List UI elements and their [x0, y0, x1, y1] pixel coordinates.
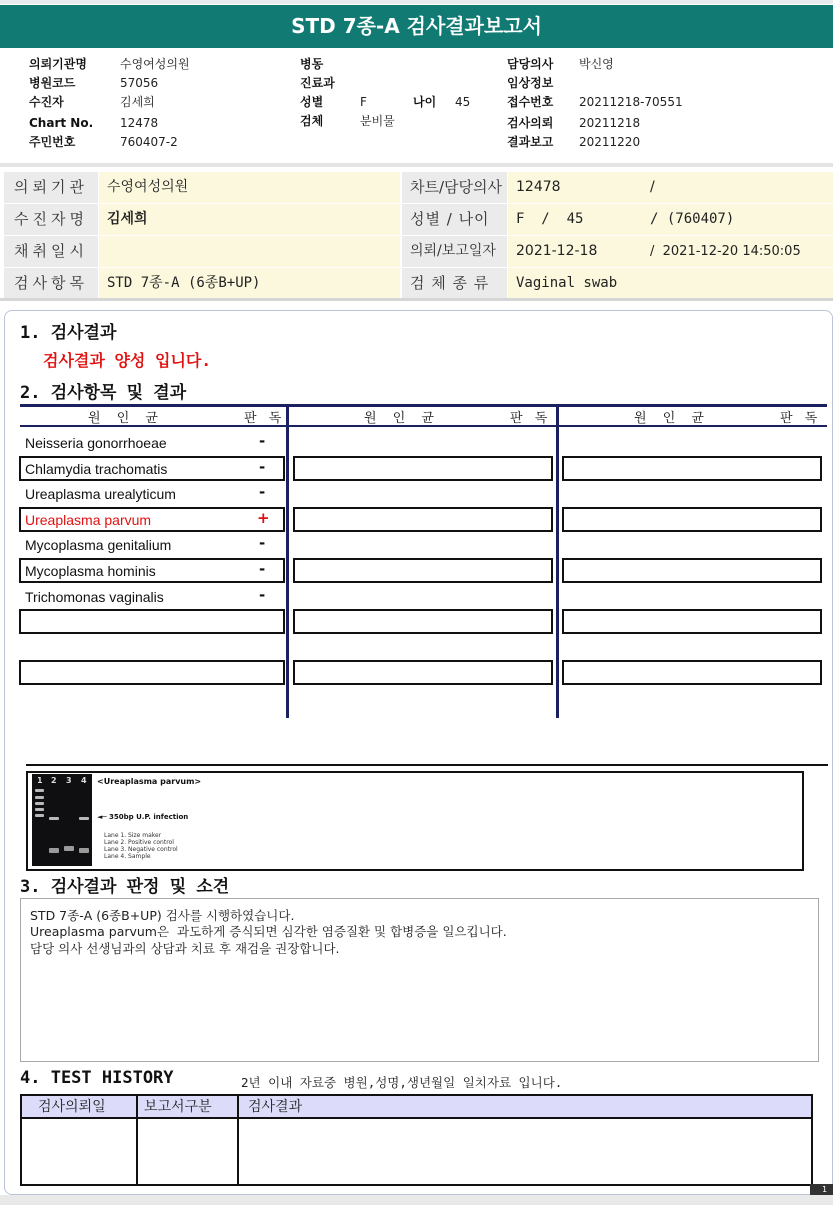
result-row-box: [562, 558, 822, 583]
col-organism: 원 인 균: [364, 411, 440, 426]
opinion-line: Ureaplasma parvum은 과도하게 증식되면 심각한 염증질환 및 합병증을 일으킵니다.: [30, 924, 507, 939]
info-label: 수진자명: [4, 204, 98, 235]
gel-legend: Lane 4. Sample: [104, 853, 151, 860]
result-row-box: [19, 660, 285, 685]
lane-number: 2: [51, 776, 57, 785]
header-value: 45: [455, 95, 471, 109]
header-label: 성별: [300, 95, 324, 109]
col-judge: 판 독: [510, 411, 552, 426]
header-label: 수진자: [29, 95, 64, 109]
header-value: 12478: [120, 116, 159, 130]
header-middle: [300, 55, 500, 131]
positive-result: 검사결과 양성 입니다.: [43, 351, 212, 370]
header-label: 의뢰기관명: [29, 57, 87, 71]
sexage-value: F / 45 / (760407): [508, 204, 833, 235]
page-footer: [0, 1195, 833, 1205]
divider: [0, 298, 833, 301]
header-label: 담당의사: [507, 57, 554, 71]
gel-band: [49, 817, 59, 820]
info-label: 검사항목: [4, 268, 98, 299]
specimen-value: Vaginal swab: [508, 268, 833, 299]
info-label: 의뢰기관: [4, 172, 98, 203]
gel-band: [79, 848, 89, 853]
info-table: [0, 172, 833, 300]
info-label: 채취일시: [4, 236, 98, 267]
info-label: 의뢰/보고일자: [402, 236, 507, 267]
header-label: 진료과: [300, 76, 335, 90]
header-label: 결과보고: [507, 135, 554, 149]
organism-result: -: [259, 560, 266, 578]
header-value: 수영여성의원: [120, 57, 190, 71]
result-row-box: [293, 456, 553, 481]
header-value: 20211220: [579, 135, 641, 149]
info-label: 성별 / 나이: [402, 204, 507, 235]
result-row-box: [293, 507, 553, 532]
gel-band: [35, 796, 44, 799]
gel-band: [49, 848, 59, 853]
chart-value: 12478 /: [508, 172, 833, 203]
divider: [0, 163, 833, 167]
history-col: 보고서구분: [144, 1099, 212, 1115]
section-1-title: 1. 검사결과: [20, 323, 117, 343]
result-row-box: [19, 609, 285, 634]
gel-band: [35, 789, 44, 792]
organism-result: -: [259, 458, 266, 476]
header-label: 나이: [413, 95, 437, 109]
organism-result: +: [257, 509, 270, 527]
organism-result: -: [259, 432, 266, 450]
organism-name: Mycoplasma hominis: [25, 563, 156, 579]
grid-col-divider: [286, 404, 289, 718]
page-number: 1: [810, 1184, 833, 1195]
header-value: 박신영: [579, 57, 614, 71]
lane-number: 3: [66, 776, 72, 785]
gel-title: <Ureaplasma parvum>: [97, 777, 202, 786]
section-4-title: 4. TEST HISTORY: [20, 1068, 174, 1088]
gel-annotation: ◄─ 350bp U.P. infection: [97, 813, 189, 821]
header-value: 20211218-70551: [579, 95, 683, 109]
header-right: [507, 55, 807, 152]
header-label: 주민번호: [29, 135, 76, 149]
header-label: 검체: [300, 114, 324, 128]
header-left: [29, 55, 279, 152]
header-value: 김세희: [120, 95, 155, 109]
header-label: 병원코드: [29, 76, 76, 90]
organism-name: Trichomonas vaginalis: [25, 589, 164, 605]
gel-band: [35, 814, 44, 817]
col-judge: 판 독: [244, 411, 286, 426]
collect-value: [99, 236, 400, 267]
section-3-title: 3. 검사결과 판정 및 소견: [20, 877, 230, 897]
header-label: 접수번호: [507, 95, 554, 109]
report-title: STD 7종-A 검사결과보고서: [0, 5, 833, 48]
gel-legend: Lane 1. Size maker: [104, 832, 162, 839]
header-value: F: [360, 95, 367, 109]
col-judge: 판 독: [780, 411, 822, 426]
top-strip: [0, 0, 833, 4]
result-row-box: [562, 507, 822, 532]
gel-band: [79, 817, 89, 820]
info-label: 차트/담당의사: [402, 172, 507, 203]
history-divider: [136, 1096, 138, 1184]
header-label: 임상정보: [507, 76, 554, 90]
result-row-box: [562, 456, 822, 481]
section-2-title: 2. 검사항목 및 결과: [20, 383, 187, 403]
organism-name: Chlamydia trachomatis: [25, 461, 168, 477]
col-organism: 원 인 균: [88, 411, 164, 426]
organism-name: Ureaplasma parvum: [25, 512, 152, 528]
grid-col-divider: [556, 404, 559, 718]
opinion-line: 담당 의사 선생님과의 상담과 치료 후 재검을 권장합니다.: [30, 941, 340, 956]
dates-value: 2021-12-18 / 2021-12-20 14:50:05: [508, 236, 833, 267]
header-value: 57056: [120, 76, 159, 90]
divider: [26, 764, 828, 766]
result-row-box: [562, 609, 822, 634]
lane-number: 1: [37, 776, 43, 785]
gel-band: [35, 802, 44, 805]
history-table: [20, 1094, 813, 1186]
header-value: 분비물: [360, 114, 395, 128]
history-col: 검사의뢰일: [38, 1099, 106, 1115]
info-label: 검 체 종 류: [402, 268, 507, 299]
header-label: Chart No.: [29, 116, 94, 130]
institution-value: 수영여성의원: [99, 172, 400, 203]
gel-band: [35, 808, 44, 811]
history-note: 2년 이내 자료중 병원,성명,생년월일 일치자료 입니다.: [241, 1075, 563, 1090]
organism-result: -: [259, 483, 266, 501]
header-value: 760407-2: [120, 135, 178, 149]
gel-legend: Lane 2. Positive control: [104, 839, 174, 846]
test-value: STD 7종-A (6종B+UP): [99, 268, 400, 299]
gel-image: [32, 774, 92, 866]
result-row-box: [293, 660, 553, 685]
header-value: 20211218: [579, 116, 641, 130]
lane-number: 4: [81, 776, 87, 785]
result-row-box: [562, 660, 822, 685]
result-row-box: [293, 609, 553, 634]
gel-legend: Lane 3. Negative control: [104, 846, 178, 853]
organism-name: Neisseria gonorrhoeae: [25, 435, 167, 451]
gel-band: [64, 846, 74, 851]
organism-result: -: [259, 534, 266, 552]
col-organism: 원 인 균: [634, 411, 710, 426]
organism-name: Mycoplasma genitalium: [25, 537, 172, 553]
header-label: 병동: [300, 57, 324, 71]
history-header: [22, 1096, 811, 1119]
header-label: 검사의뢰: [507, 116, 554, 130]
history-divider: [237, 1096, 239, 1184]
opinion-line: STD 7종-A (6종B+UP) 검사를 시행하였습니다.: [30, 908, 295, 923]
patient-value: 김세희: [99, 204, 400, 235]
result-row-box: [293, 558, 553, 583]
organism-result: -: [259, 586, 266, 604]
organism-name: Ureaplasma urealyticum: [25, 486, 176, 502]
history-col: 검사결과: [248, 1099, 303, 1115]
